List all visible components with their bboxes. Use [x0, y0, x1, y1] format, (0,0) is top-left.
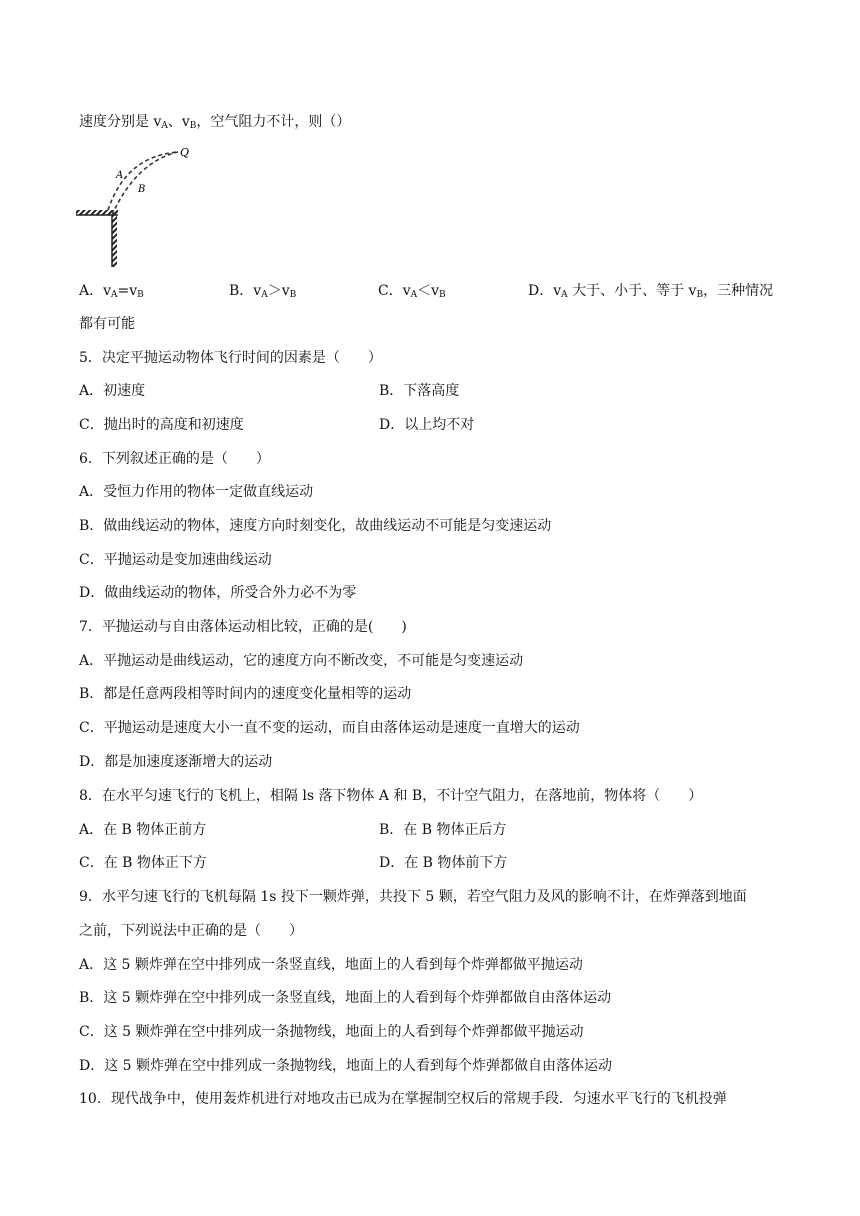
q4-option-b [229, 281, 296, 301]
option-text: 大于、小于、等于 v [567, 283, 697, 299]
q10-stem: 10．现代战争中，使用轰炸机进行对地攻击已成为在掌握制空权后的常规手段．匀速水平飞行的飞机投弹 [79, 1091, 727, 1107]
q7-option-a: A．平抛运动是曲线运动，它的速度方向不断改变，不可能是匀变速运动 [79, 653, 524, 669]
q5-option-d: D．以上均不对 [379, 417, 475, 433]
q4-option-c [378, 281, 446, 301]
q7-stem: 7．平抛运动与自由落体运动相比较，正确的是( ) [79, 619, 407, 635]
q4-option-d-continued: 都有可能 [79, 316, 135, 332]
subscript: A [561, 290, 568, 300]
q8-option-a: A．在 B 物体正前方 [79, 822, 207, 838]
q6-option-b: B．做曲线运动的物体，速度方向时刻变化，故曲线运动不可能是匀变速运动 [79, 518, 552, 534]
q9-option-a: A．这 5 颗炸弹在空中排列成一条竖直线，地面上的人看到每个炸弹都做平抛运动 [79, 957, 583, 973]
q9-option-d: D．这 5 颗炸弹在空中排列成一条抛物线，地面上的人看到每个炸弹都做自由落体运动 [79, 1058, 613, 1074]
subscript: A [261, 290, 268, 300]
q8-option-b: B．在 B 物体正后方 [379, 822, 507, 838]
intro-tail: ，空气阻力不计，则（） [196, 114, 351, 130]
label-a: A [116, 170, 124, 181]
projectile-figure-svg [74, 140, 204, 270]
q5-option-b: B．下落高度 [379, 383, 460, 399]
option-text: ＞v [267, 283, 290, 299]
option-text: C．v [378, 283, 411, 299]
q4-option-a [79, 281, 144, 301]
q7-option-c: C．平抛运动是速度大小一直不变的运动，而自由落体运动是速度一直增大的运动 [79, 720, 580, 736]
subscript: A [410, 290, 418, 300]
option-text: D．v [528, 283, 562, 299]
option-text: A．v [79, 283, 112, 299]
subscript: B [696, 290, 704, 300]
q7-option-b: B．都是任意两段相等时间内的速度变化量相等的运动 [79, 686, 412, 702]
intro-text: 速度分别是 v [79, 114, 162, 130]
subscript-b: B [189, 121, 197, 131]
q6-stem: 6．下列叙述正确的是（ ） [79, 451, 270, 467]
q5-stem: 5．决定平抛运动物体飞行时间的因素是（ ） [79, 350, 382, 366]
q8-stem: 8．在水平匀速飞行的飞机上，相隔 ls 落下物体 A 和 B，不计空气阻力，在落地前，物体将（ ） [79, 788, 703, 804]
projectile-diagram [74, 140, 204, 270]
q5-option-c: C．抛出时的高度和初速度 [79, 417, 244, 433]
q7-option-d: D．都是加速度逐渐增大的运动 [79, 754, 273, 770]
option-text: B．v [229, 283, 262, 299]
option-text: =v [117, 283, 138, 299]
q5-option-a: A．初速度 [79, 383, 146, 399]
q4-option-d [528, 281, 773, 301]
intro-sep: 、v [167, 114, 190, 130]
q9-stem: 9．水平匀速飞行的飞机每隔 1s 投下一颗炸弹，共投下 5 颗，若空气阻力及风的影响不计，在炸弹落到地面 [79, 889, 747, 905]
q8-option-d: D．在 B 物体前下方 [379, 855, 508, 871]
subscript-a: A [161, 121, 168, 131]
subscript: B [289, 290, 297, 300]
subscript: A [111, 290, 118, 300]
q9-option-b: B．这 5 颗炸弹在空中排列成一条竖直线，地面上的人看到每个炸弹都做自由落体运动 [79, 990, 612, 1006]
intro-line [79, 112, 350, 132]
option-text: ，三种情况 [703, 283, 774, 299]
q6-option-a: A．受恒力作用的物体一定做直线运动 [79, 484, 314, 500]
q9-option-c: C．这 5 颗炸弹在空中排列成一条抛物线，地面上的人看到每个炸弹都做平抛运动 [79, 1024, 584, 1040]
q9-stem-continued: 之前，下列说法中正确的是（ ） [79, 923, 303, 939]
option-text: ＜v [417, 283, 440, 299]
q6-option-d: D．做曲线运动的物体，所受合外力必不为零 [79, 585, 357, 601]
label-b: B [138, 184, 146, 195]
subscript: B [137, 290, 144, 300]
q6-option-c: C．平抛运动是变加速曲线运动 [79, 552, 272, 568]
q8-option-c: C．在 B 物体正下方 [79, 855, 207, 871]
label-q: Q [180, 146, 190, 159]
subscript: B [439, 290, 446, 300]
